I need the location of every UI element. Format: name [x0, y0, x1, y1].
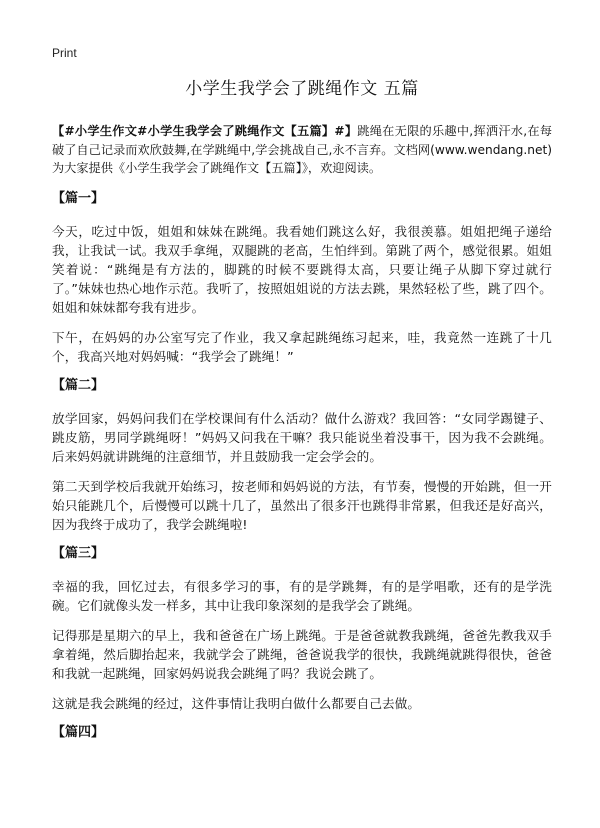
print-link[interactable]: Print — [52, 46, 77, 60]
section-heading-1: 【篇一】 — [52, 190, 105, 206]
intro-tags: 【#小学生作文#小学生我学会了跳绳作文【五篇】#】 — [52, 124, 358, 138]
section-heading-3: 【篇三】 — [52, 545, 105, 561]
section-heading-2: 【篇二】 — [52, 377, 105, 393]
section-1-paragraph-2: 下午，在妈妈的办公室写完了作业，我又拿起跳绳练习起来，哇，我竟然一连跳了十几个，我高兴地对妈妈喊：“我学会了跳绳！” — [52, 329, 552, 364]
section-2-paragraph-2: 第二天到学校后我就开始练习，按老师和妈妈说的方法，有节奏，慢慢的开始跳，但一开始只能跳几个，后慢慢可以跳十几了，虽然出了很多汗也跳得非常累，但我还是好高兴，因为我终于成功了，我学会跳绳啦! — [52, 478, 552, 532]
intro-paragraph — [52, 122, 552, 178]
section-1-paragraph-1: 今天，吃过中饭，姐姐和妹妹在跳绳。我看她们跳这么好，我很羡慕。姐姐把绳子递给我，让我试一试。我双手拿绳，双腿跳的老高，生怕绊到。第跳了两个，感觉很累。姐姐笑着说：“跳绳是有方法的，脚跳的时候不要跳得太高，只要让绳子从脚下穿过就行了。”妹妹也热心地作示范。我听了，按照姐姐说的方法去跳，果然轻松了些，跳了四个。姐姐和妹妹都夸我有进步。 — [52, 223, 552, 315]
intro-text: 跳绳在无限的乐趣中,挥洒汗水,在每破了自己记录而欢欣鼓舞,在学跳绳中,学会挑战自己,永不言弃。文档网(www.wendang.net)为大家提供《小学生我学会了跳绳作文【五篇】》，欢迎阅读。 — [52, 124, 553, 175]
document-body — [52, 78, 552, 756]
section-3-paragraph-3: 这就是我会跳绳的经过，这件事情让我明白做什么都要自己去做。 — [52, 695, 421, 711]
section-heading-4: 【篇四】 — [52, 724, 105, 740]
section-2-paragraph-1: 放学回家，妈妈问我们在学校课间有什么活动？做什么游戏？我回答：“女同学踢键子、跳皮筋，男同学跳绳呀！”妈妈又问我在干嘛？我只能说坐着没事干，因为我不会跳绳。后来妈妈就讲跳绳的注意细节，并且鼓励我一定会学会的。 — [52, 410, 552, 464]
section-3-paragraph-2: 记得那是星期六的早上，我和爸爸在广场上跳绳。于是爸爸就教我跳绳，爸爸先教我双手拿着绳，然后脚抬起来，我就学会了跳绳，爸爸说我学的很快，我跳绳就跳得很快，爸爸和我就一起跳绳，回家妈妈说我会跳绳了吗？我说会跳了。 — [52, 627, 552, 681]
page-title: 小学生我学会了跳绳作文 五篇 — [185, 79, 419, 99]
section-3-paragraph-1: 幸福的我，回忆过去，有很多学习的事，有的是学跳舞，有的是学唱歌，还有的是学洗碗。它们就像头发一样多，其中让我印象深刻的是我学会了跳绳。 — [52, 578, 552, 613]
